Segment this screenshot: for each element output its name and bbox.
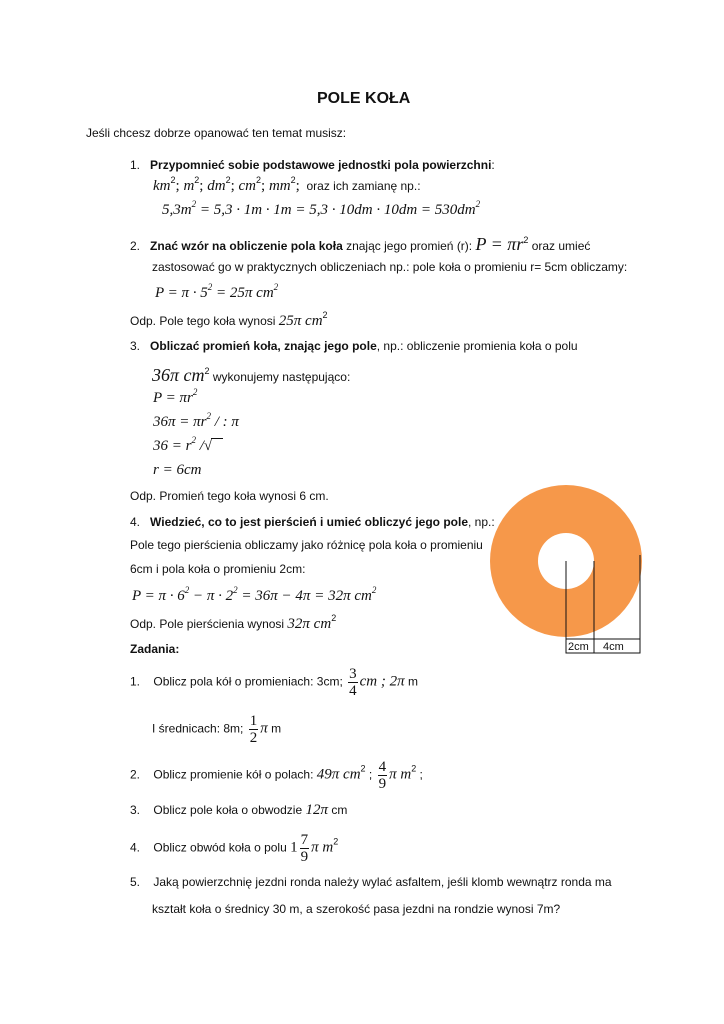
page-title: POLE KOŁA bbox=[317, 90, 411, 107]
task-1: 1. Oblicz pola kół o promieniach: 3cm; $\frac{3}{4}$ cm ; 2π m bbox=[130, 666, 418, 699]
section-2-line2: zastosować go w praktycznych obliczeniach np.: pole koła o promieniu r= 5cm obliczamy: bbox=[152, 260, 628, 274]
intro-text: Jeśli chcesz dobrze opanować ten temat musisz: bbox=[86, 126, 347, 140]
section-2-answer: Odp. Pole tego koła wynosi 25π $cm^2$ bbox=[130, 310, 328, 329]
section-2-heading: 2. Znać wzór na obliczenie pola koła znając jego promień (r): $P = \pi r^2$ oraz umieć bbox=[130, 234, 591, 254]
task-5: 5. Jaką powierzchnię jezdni ronda należy wylać asfaltem, jeśli klomb wewnątrz ronda ma bbox=[130, 875, 612, 889]
radius-step-4: r = 6cm bbox=[153, 462, 202, 478]
section-3-area: 36π $cm^2$ wykonujemy następująco: bbox=[152, 365, 351, 385]
area-calc-example: $P = \pi \cdot 5^2 = 25\pi$ $cm^2$ bbox=[155, 282, 279, 301]
section-3-heading: 3. Obliczać promień koła, znając jego pole, np.: obliczenie promienia koła o polu bbox=[130, 339, 578, 353]
label-inner-radius: 2cm bbox=[568, 641, 589, 653]
section-4-line2: 6cm i pola koła o promieniu 2cm: bbox=[130, 562, 306, 576]
section-4-answer: Odp. Pole pierścienia wynosi 32π $cm^2$ bbox=[130, 613, 337, 632]
section-4-heading: 4. Wiedzieć, co to jest pierścień i umieć obliczyć jego pole, np.: bbox=[130, 515, 495, 529]
label-ring-width: 4cm bbox=[603, 641, 624, 653]
ring-calc: $P = \pi \cdot 6^2 - \pi \cdot 2^2 = 36\pi - 4\pi = 32\pi$ $cm^2$ bbox=[132, 585, 377, 604]
radius-step-3: $36 = r^2$ /√ bbox=[153, 438, 223, 455]
task-4: 4. Oblicz obwód koła o polu 1 $\frac{7}{9}$ π $m^2$ bbox=[130, 832, 339, 865]
task-3: 3. Oblicz pole koła o obwodzie 12π cm bbox=[130, 802, 348, 818]
conversion-example: $5,3m^2 = 5,3 \cdot 1m \cdot 1m = 5,3 \cdot 10dm \cdot 10dm = 530dm^2$ bbox=[162, 199, 481, 218]
task-1-diameters: I średnicach: 8m; $\frac{1}{2}$ π m bbox=[152, 713, 282, 746]
section-1-heading: 1. Przypomnieć sobie podstawowe jednostki pola powierzchni: bbox=[130, 158, 495, 172]
units-list: $km^2$; $m^2$; $dm^2$; $cm^2$; $mm^2$; oraz ich zamianę np.: bbox=[153, 175, 421, 194]
tasks-heading: Zadania: bbox=[130, 642, 180, 656]
task-5-line2: kształt koła o średnicy 30 m, a szerokość pasa jezdni na rondzie wynosi 7m? bbox=[152, 902, 561, 916]
section-3-answer: Odp. Promień tego koła wynosi 6 cm. bbox=[130, 489, 329, 503]
ring-figure bbox=[480, 485, 650, 660]
task-2: 2. Oblicz promienie kół o polach: 49π $cm^2$ ; $\frac{4}{9}$ π $m^2$ ; bbox=[130, 759, 423, 792]
section-4-line1: Pole tego pierścienia obliczamy jako różnicę pola koła o promieniu bbox=[130, 538, 483, 552]
radius-step-2: $36\pi = \pi r^2$ / : π bbox=[153, 411, 239, 430]
radius-step-1: $P = \pi r^2$ bbox=[153, 387, 198, 406]
